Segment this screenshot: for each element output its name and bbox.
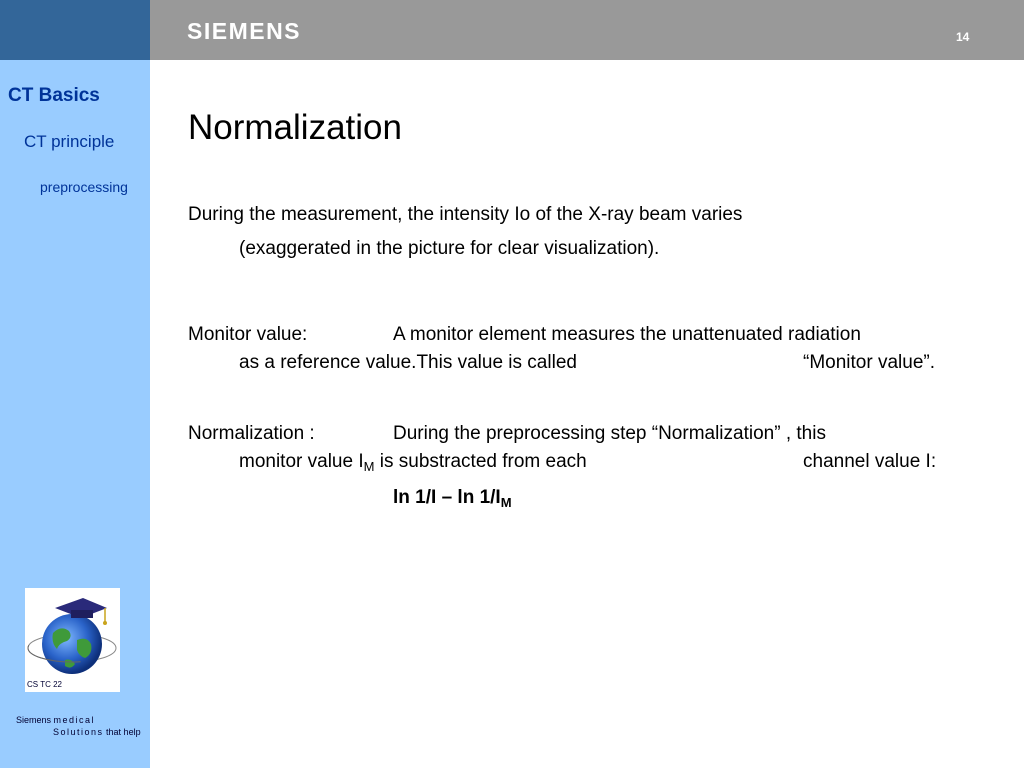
monitor-value-line-3: “Monitor value”. xyxy=(803,352,935,373)
header-bar xyxy=(150,0,1024,60)
globe-icon xyxy=(25,588,120,692)
footer-word-siemens: Siemens xyxy=(16,715,52,725)
normalization-line-1: During the preprocessing step “Normalization” , this xyxy=(393,423,826,444)
normalization-line-3: channel value I: xyxy=(803,451,937,472)
footer-word-that-help: that help xyxy=(106,727,141,737)
sidebar xyxy=(0,60,150,768)
subscript-m: M xyxy=(363,459,375,474)
slide-title: Normalization xyxy=(188,108,402,147)
footer-tagline xyxy=(16,714,141,738)
normalization-line-2-pre: monitor value I xyxy=(239,451,364,472)
siemens-logo: SIEMENS xyxy=(187,18,302,44)
header-corner-block xyxy=(0,0,150,60)
footer-word-medical: medical xyxy=(53,715,96,725)
normalization-line-2 xyxy=(239,452,587,472)
nav-item-ct-basics[interactable]: CT Basics xyxy=(8,85,100,106)
normalization-formula xyxy=(393,488,512,508)
footer-word-solutions: Solutions xyxy=(53,727,104,737)
monitor-value-label: Monitor value: xyxy=(188,324,308,345)
normalization-line-2-post: is substracted from each xyxy=(374,451,587,472)
nav-item-preprocessing[interactable]: preprocessing xyxy=(40,179,128,195)
nav-item-ct-principle[interactable]: CT principle xyxy=(24,132,115,151)
monitor-value-line-1: A monitor element measures the unattenuated radiation xyxy=(393,324,861,345)
paragraph-1-line-1: During the measurement, the intensity Io of the X-ray beam varies xyxy=(188,204,743,225)
monitor-value-line-2: as a reference value.This value is called xyxy=(239,352,577,373)
formula-subscript-m: M xyxy=(500,495,512,510)
paragraph-1-line-2: (exaggerated in the picture for clear visualization). xyxy=(239,238,660,259)
globe-graduation-cap-image xyxy=(25,588,120,692)
formula-main: ln 1/I – ln 1/I xyxy=(393,487,501,508)
page-number: 14 xyxy=(956,30,970,44)
course-code: CS TC 22 xyxy=(27,680,62,689)
normalization-label: Normalization : xyxy=(188,423,315,444)
